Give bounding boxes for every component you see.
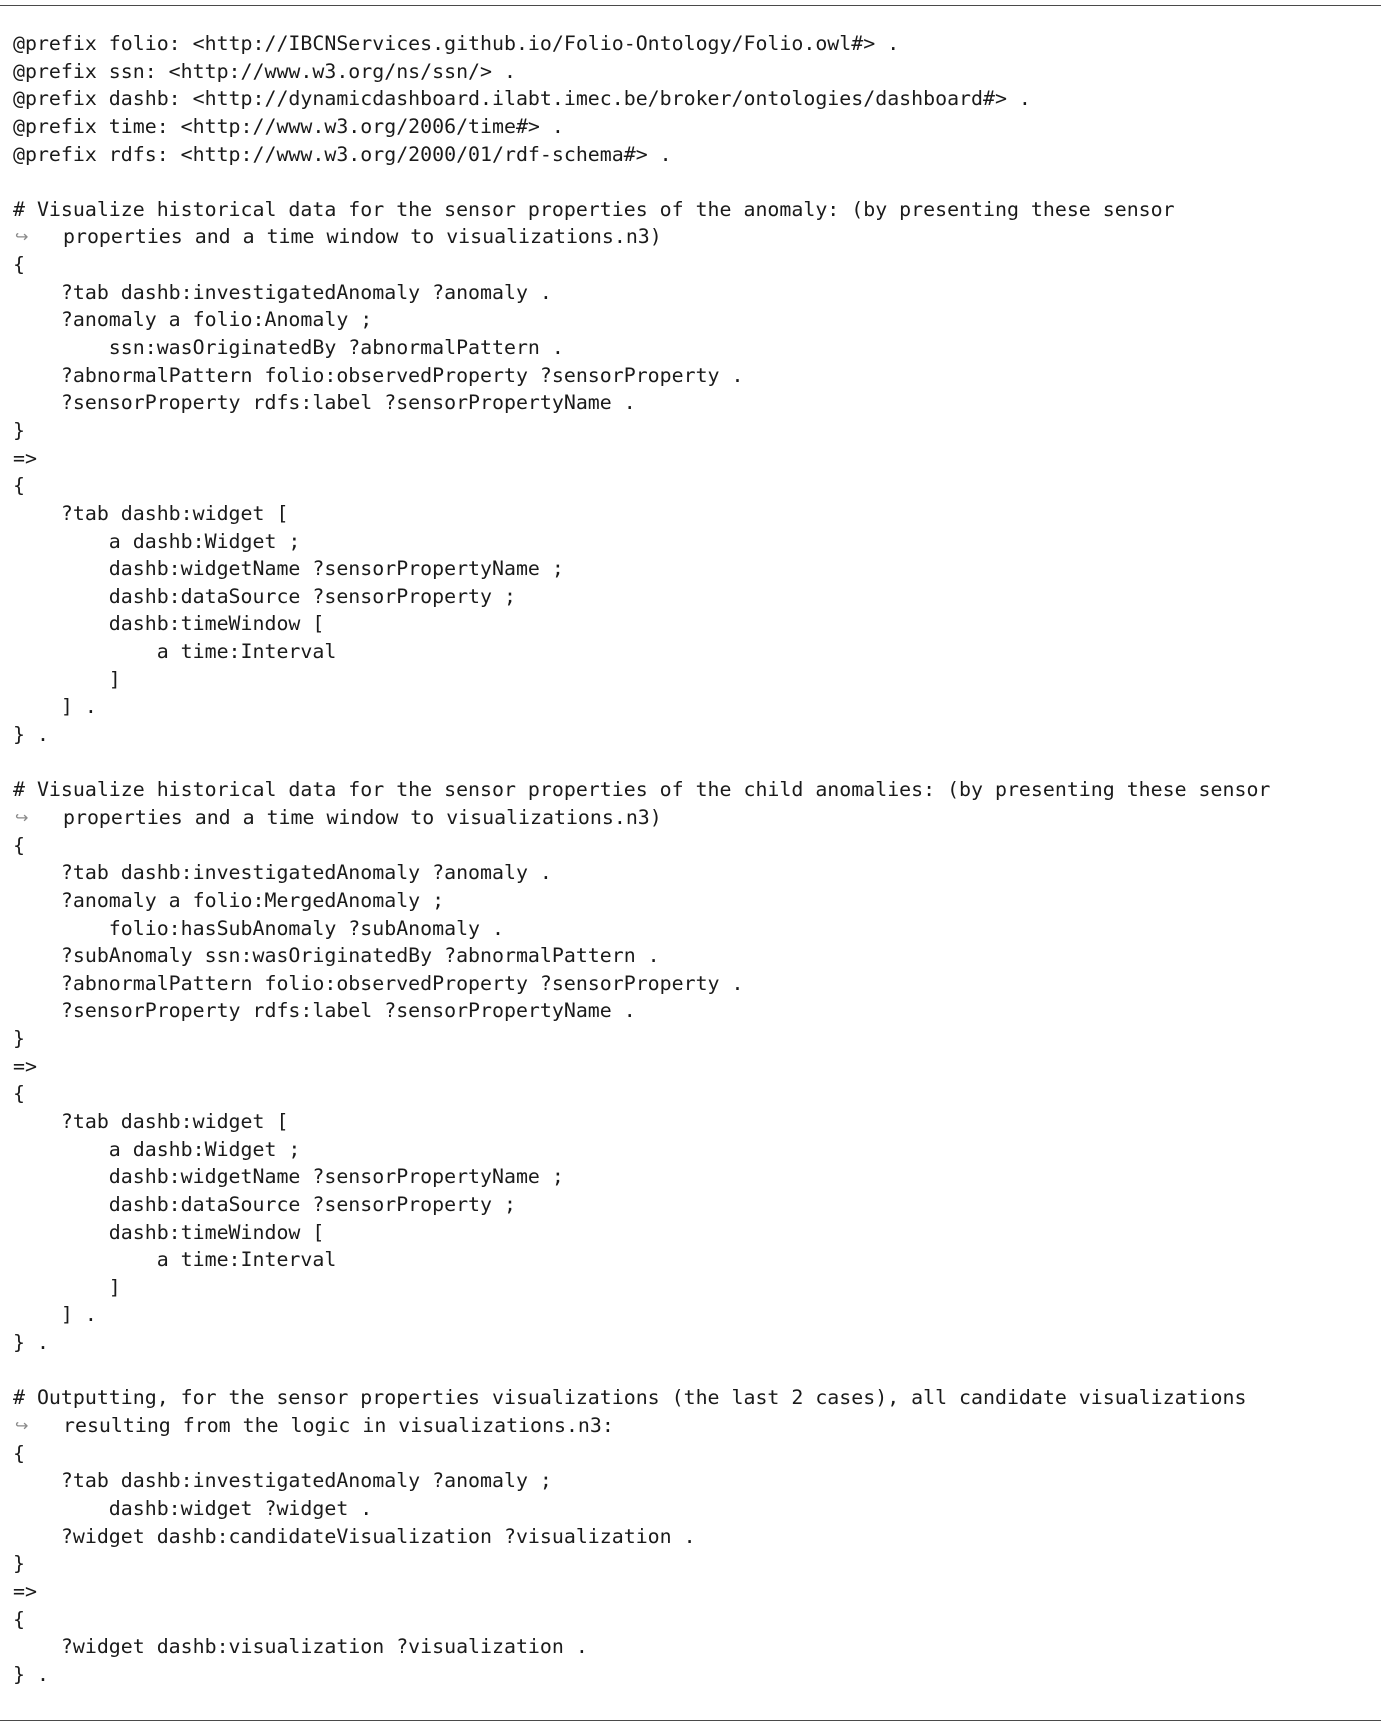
code-line-text: dashb:dataSource ?sensorProperty ; xyxy=(13,1192,516,1216)
code-line xyxy=(13,1274,1373,1302)
code-line-text: } . xyxy=(13,1662,49,1686)
line-continuation-icon: ↪ xyxy=(15,807,29,827)
code-line xyxy=(13,445,1373,473)
code-line-text: => xyxy=(13,446,37,470)
code-line xyxy=(13,555,1373,583)
code-line xyxy=(13,859,1373,887)
code-line xyxy=(13,583,1373,611)
code-line xyxy=(13,1550,1373,1578)
code-line-text: ?sensorProperty rdfs:label ?sensorPropertyName . xyxy=(13,391,636,415)
code-listing xyxy=(13,30,1373,1688)
code-line-text: dashb:timeWindow [ xyxy=(13,612,325,636)
code-line xyxy=(13,1661,1373,1689)
bottom-rule xyxy=(0,1720,1381,1721)
code-line xyxy=(13,1357,1373,1385)
code-line xyxy=(13,1246,1373,1274)
code-line-text: @prefix folio: <http://IBCNServices.github.io/Folio-Ontology/Folio.owl#> . xyxy=(13,32,900,55)
code-line xyxy=(13,970,1373,998)
code-line-text: a time:Interval xyxy=(13,640,337,664)
code-line-text: ] . xyxy=(13,1303,97,1327)
code-line-text: ?tab dashb:investigatedAnomaly ?anomaly ; xyxy=(13,1469,552,1493)
code-line-text: => xyxy=(13,1579,37,1603)
code-line xyxy=(13,58,1373,86)
code-line xyxy=(13,113,1373,141)
code-line xyxy=(13,1495,1373,1523)
code-line-text: ?sensorProperty rdfs:label ?sensorPropertyName . xyxy=(13,999,636,1023)
code-line-text: @prefix dashb: <http://dynamicdashboard.ilabt.imec.be/broker/ontologies/dashboard#> . xyxy=(13,87,1031,111)
code-line-text: ] xyxy=(13,667,121,691)
code-line-text: } xyxy=(13,1552,25,1576)
code-line-text: dashb:dataSource ?sensorProperty ; xyxy=(13,584,516,608)
code-line-text: a dashb:Widget ; xyxy=(13,529,301,553)
code-line-text: dashb:widget ?widget . xyxy=(13,1496,373,1520)
code-line-text: { xyxy=(13,253,25,277)
code-line xyxy=(13,721,1373,749)
code-line xyxy=(13,915,1373,943)
code-line xyxy=(13,1440,1373,1468)
code-line-text: ?tab dashb:widget [ xyxy=(13,501,289,525)
code-line xyxy=(13,141,1373,169)
code-line-text: dashb:widgetName ?sensorPropertyName ; xyxy=(13,557,564,581)
code-line xyxy=(13,1578,1373,1606)
code-line xyxy=(13,832,1373,860)
code-line-continuation xyxy=(13,1412,1373,1440)
code-line-text: ?abnormalPattern folio:observedProperty ?sensorProperty . xyxy=(13,971,744,995)
code-line xyxy=(13,666,1373,694)
code-line xyxy=(13,1108,1373,1136)
code-line-continuation xyxy=(13,223,1373,251)
code-line-text: ?widget dashb:visualization ?visualization . xyxy=(13,1635,588,1659)
code-line-text: dashb:timeWindow [ xyxy=(13,1220,325,1244)
code-line-text: ?tab dashb:widget [ xyxy=(13,1109,289,1133)
code-line xyxy=(13,1633,1373,1661)
code-line xyxy=(13,251,1373,279)
code-line-text: ?widget dashb:candidateVisualization ?visualization . xyxy=(13,1524,696,1548)
code-line-text: ?subAnomaly ssn:wasOriginatedBy ?abnormalPattern . xyxy=(13,944,660,968)
code-line xyxy=(13,500,1373,528)
code-line-continuation xyxy=(13,804,1373,832)
code-line-text: @prefix rdfs: <http://www.w3.org/2000/01/rdf-schema#> . xyxy=(13,142,672,166)
code-line xyxy=(13,1329,1373,1357)
code-line-text: { xyxy=(13,1082,25,1106)
code-line-text: } xyxy=(13,418,25,442)
code-line-text: a time:Interval xyxy=(13,1248,337,1272)
line-continuation-icon: ↪ xyxy=(15,227,29,247)
code-line xyxy=(13,638,1373,666)
code-line-text: ?anomaly a folio:MergedAnomaly ; xyxy=(13,888,445,912)
code-line xyxy=(13,1163,1373,1191)
code-line-text: # Outputting, for the sensor properties visualizations (the last 2 cases), all candidate visualizations xyxy=(13,1386,1247,1410)
code-line xyxy=(13,1301,1373,1329)
code-line xyxy=(13,749,1373,777)
code-line xyxy=(13,776,1373,804)
code-line xyxy=(13,997,1373,1025)
code-line xyxy=(13,30,1373,58)
code-line xyxy=(13,1467,1373,1495)
code-line-text: } xyxy=(13,1027,25,1051)
code-line xyxy=(13,1053,1373,1081)
code-line-text: ?tab dashb:investigatedAnomaly ?anomaly . xyxy=(13,280,552,304)
code-line-text: folio:hasSubAnomaly ?subAnomaly . xyxy=(13,916,504,940)
code-line-text: { xyxy=(13,1441,25,1465)
code-line xyxy=(13,1080,1373,1108)
code-line-text: ?abnormalPattern folio:observedProperty ?sensorProperty . xyxy=(13,363,744,387)
code-line-text: dashb:widgetName ?sensorPropertyName ; xyxy=(13,1165,564,1189)
code-line-text: ] . xyxy=(13,695,97,719)
code-line-text: { xyxy=(13,833,25,857)
code-line xyxy=(13,1219,1373,1247)
code-line-text: # Visualize historical data for the sensor properties of the anomaly: (by presenting these sensor xyxy=(13,197,1175,221)
code-line xyxy=(13,528,1373,556)
line-continuation-icon: ↪ xyxy=(15,1416,29,1436)
code-line xyxy=(13,279,1373,307)
code-line xyxy=(13,693,1373,721)
code-line xyxy=(13,417,1373,445)
code-line xyxy=(13,942,1373,970)
code-line-text: resulting from the logic in visualizations.n3: xyxy=(63,1414,614,1438)
code-line-text: } . xyxy=(13,723,49,747)
code-line xyxy=(13,472,1373,500)
code-line-text: @prefix time: <http://www.w3.org/2006/time#> . xyxy=(13,114,564,138)
code-line-text: # Visualize historical data for the sensor properties of the child anomalies: (by presenting these sensor xyxy=(13,778,1271,802)
code-line xyxy=(13,334,1373,362)
code-line xyxy=(13,362,1373,390)
code-line xyxy=(13,1606,1373,1634)
code-line xyxy=(13,1191,1373,1219)
code-line xyxy=(13,1136,1373,1164)
code-line xyxy=(13,389,1373,417)
code-line xyxy=(13,1025,1373,1053)
code-line xyxy=(13,85,1373,113)
code-line-text: @prefix ssn: <http://www.w3.org/ns/ssn/> . xyxy=(13,59,516,83)
code-line xyxy=(13,196,1373,224)
code-line-text: ssn:wasOriginatedBy ?abnormalPattern . xyxy=(13,336,564,360)
code-line-text: ?anomaly a folio:Anomaly ; xyxy=(13,308,373,332)
code-line-text: => xyxy=(13,1054,37,1078)
code-line xyxy=(13,1384,1373,1412)
code-line xyxy=(13,887,1373,915)
code-line xyxy=(13,168,1373,196)
code-line xyxy=(13,1523,1373,1551)
code-line-text: { xyxy=(13,474,25,498)
code-line-text: } . xyxy=(13,1331,49,1355)
top-rule xyxy=(0,5,1381,6)
code-line-text: ] xyxy=(13,1275,121,1299)
code-line xyxy=(13,610,1373,638)
code-line-text: a dashb:Widget ; xyxy=(13,1137,301,1161)
code-line-text: properties and a time window to visualizations.n3) xyxy=(63,805,662,829)
code-line-text: properties and a time window to visualizations.n3) xyxy=(63,225,662,249)
code-line-text: { xyxy=(13,1607,25,1631)
code-line xyxy=(13,306,1373,334)
code-line-text: ?tab dashb:investigatedAnomaly ?anomaly . xyxy=(13,861,552,885)
